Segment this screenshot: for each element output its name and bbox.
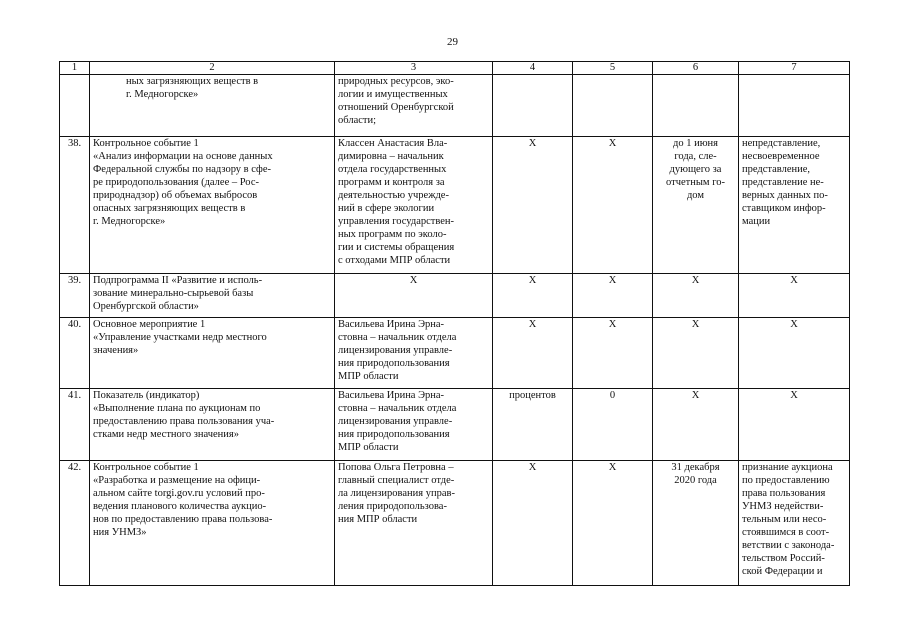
row-number: 39. [60, 274, 90, 318]
column-numbers-row [60, 62, 850, 75]
table-row-40 [60, 318, 850, 389]
column-header-7: 7 [739, 62, 850, 75]
value-cell: X [573, 274, 653, 318]
responsible-cell: Классен Анастасия Вла- димировна – начальник отдела государственных программ и контроля за деятельностью учрежде- ний в сфере экологии управления государствен- ных программ по эколо- гии и системы обращения с отходами МПР области [335, 137, 493, 274]
event-name-cell: Контрольное событие 1 «Анализ информации на основе данных Федеральной службы по надзору в сфе- ре природопользования (далее – Рос- природнадзор) об объемах выбросов опасных загрязняющих веществ в г. Медногорске» [90, 137, 335, 274]
row-number: 40. [60, 318, 90, 389]
responsible-cell: природных ресурсов, эко- логии и имущественных отношений Оренбургской области; [335, 75, 493, 137]
unit-cell: X [493, 274, 573, 318]
unit-cell: процентов [493, 389, 573, 461]
risk-cell: X [739, 274, 850, 318]
deadline-cell: X [653, 274, 739, 318]
deadline-cell [653, 75, 739, 137]
table-row-42 [60, 461, 850, 586]
responsible-cell: Васильева Ирина Эрна- стовна – начальник отдела лицензирования управле- ния природопользования МПР области [335, 389, 493, 461]
row-number: 38. [60, 137, 90, 274]
column-header-1: 1 [60, 62, 90, 75]
column-header-6: 6 [653, 62, 739, 75]
responsible-cell: Васильева Ирина Эрна- стовна – начальник отдела лицензирования управле- ния природопользования МПР области [335, 318, 493, 389]
risk-cell: X [739, 389, 850, 461]
table-row-41 [60, 389, 850, 461]
unit-cell [493, 75, 573, 137]
table-row-38 [60, 137, 850, 274]
row-number: 41. [60, 389, 90, 461]
column-header-2: 2 [90, 62, 335, 75]
event-name-cell: Контрольное событие 1 «Разработка и размещение на офици- альном сайте torgi.gov.ru условий про- ведения планового количества аукцио- нов по предоставлению права пользова- ния УНМЗ» [90, 461, 335, 586]
event-name-cell: Подпрограмма II «Развитие и исполь- зование минерально-сырьевой базы Оренбургской области» [90, 274, 335, 318]
risk-cell: X [739, 318, 850, 389]
row-number: 42. [60, 461, 90, 586]
column-header-5: 5 [573, 62, 653, 75]
deadline-cell: 31 декабря 2020 года [653, 461, 739, 586]
unit-cell: X [493, 318, 573, 389]
deadline-cell: до 1 июня года, сле- дующего за отчетным го- дом [653, 137, 739, 274]
risk-cell: признание аукциона по предоставлению права пользования УНМЗ недействи- тельным или несо- стоявшимся в соот- ветствии с законода- тельством Россий- ской Федерации и [739, 461, 850, 586]
row-number [60, 75, 90, 137]
value-cell [573, 75, 653, 137]
program-events-table [59, 61, 850, 586]
risk-cell [739, 75, 850, 137]
deadline-cell: X [653, 318, 739, 389]
unit-cell: X [493, 137, 573, 274]
event-name-cell: Показатель (индикатор) «Выполнение плана по аукционам по предоставлению права пользования уча- стками недр местного значения» [90, 389, 335, 461]
event-name-cell: Основное мероприятие 1 «Управление участками недр местного значения» [90, 318, 335, 389]
table-row-39 [60, 274, 850, 318]
column-header-3: 3 [335, 62, 493, 75]
responsible-cell: X [335, 274, 493, 318]
table-row-continuation [60, 75, 850, 137]
page-number: 29 [447, 36, 458, 48]
unit-cell: X [493, 461, 573, 586]
responsible-cell: Попова Ольга Петровна – главный специалист отде- ла лицензирования управ- ления природопользова- ния МПР области [335, 461, 493, 586]
deadline-cell: X [653, 389, 739, 461]
event-name-cell: ных загрязняющих веществ в г. Медногорске» [90, 75, 335, 137]
risk-cell: непредставление, несвоевременное представление, представление не- верных данных по- ставщиком инфор- мации [739, 137, 850, 274]
value-cell: X [573, 318, 653, 389]
column-header-4: 4 [493, 62, 573, 75]
value-cell: X [573, 137, 653, 274]
value-cell: 0 [573, 389, 653, 461]
value-cell: X [573, 461, 653, 586]
